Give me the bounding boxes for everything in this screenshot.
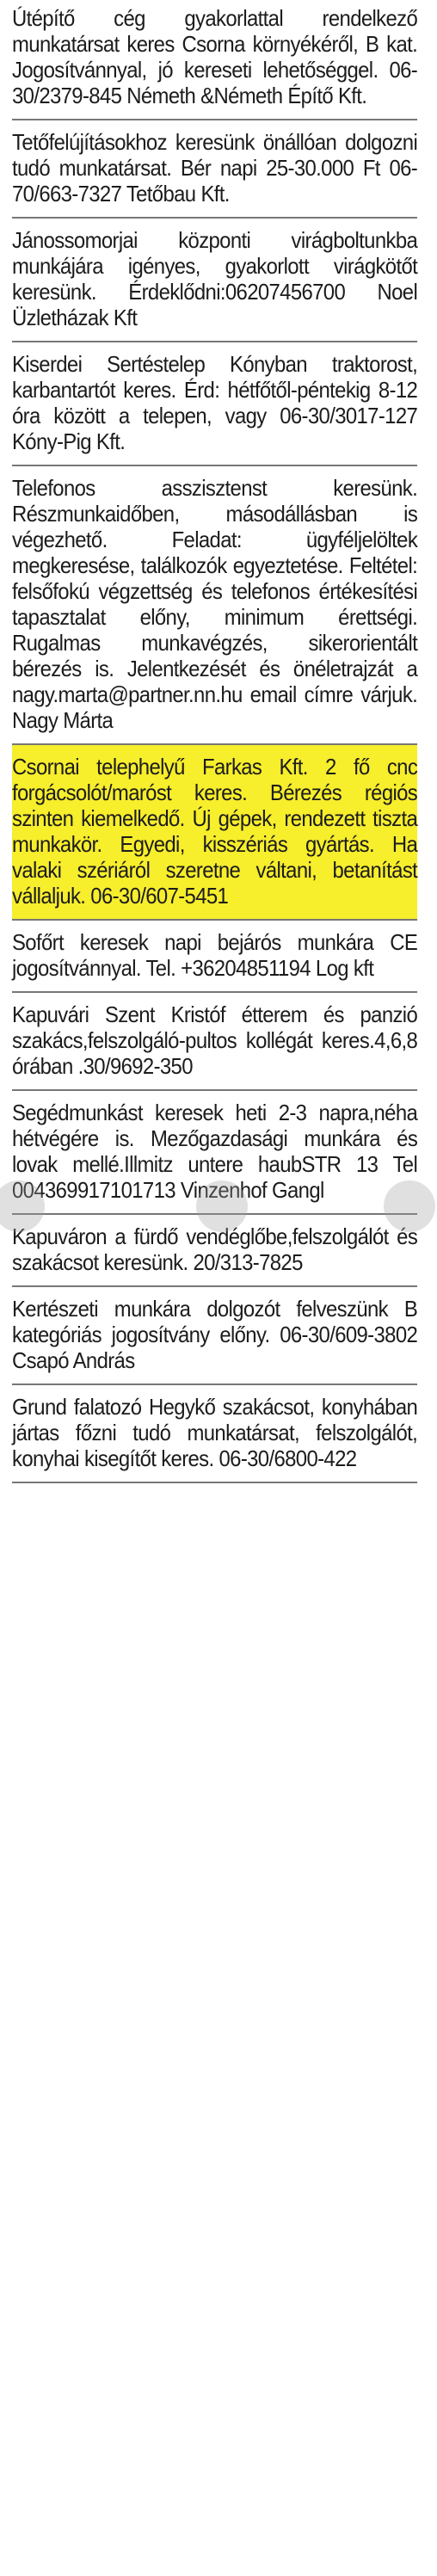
ad-cnc-machinist: Csornai telephelyű Farkas Kft. 2 fő cnc forgácsolót/maróst keres. Bérezés régiós szinten kiemelkedő. Új gépek, rendezett tiszta munkakör. Egyedi, kisszériás gyártás. Ha valaki szériáról szeretne váltani, betanítást vállaljuk. 06-30/607-5451 [12,745,417,921]
ad-phone-assistant: Telefonos asszisztenst keresünk. Részmunkaidőben, másodállásban is végezhető. Feladat: ügyféljelöltek megkeresése, találkozók egyeztetése. Feltétel: felsőfokú végzettség és telefonos értékesítési tapasztalat előny, minimum érettségi. Rugalmas munkavégzés, sikerorientált bérezés is. Jelentkezését és önéletrajzát a nagy.marta@partner.nn.hu email címre várjuk. Nagy Márta [12,466,417,745]
ad-gardening: Kertészeti munkára dolgozót felveszünk B kategóriás jogosítvány előny. 06-30/609-3802 Csapó András [12,1287,417,1385]
ad-road-construction: Útépítő cég gyakorlattal rendelkező munkatársat keres Csorna környékéről, B kat. Jogosítvánnyal, jó kereseti lehetőséggel. 06-30/2379-845 Németh &Németh Építő Kft. [12,0,417,120]
ad-florist: Jánossomorjai központi virágboltunkba munkájára igényes, gyakorlott virágkötőt keresünk. Érdeklődni:06207456700 Noel Üzletházak Kft [12,219,417,342]
ad-driver: Sofőrt keresek napi bejárós munkára CE jogosítvánnyal. Tel. +36204851194 Log kft [12,921,417,993]
ad-restaurant-kapuvar: Kapuvári Szent Kristóf étterem és panzió szakács,felszolgáló-pultos kollégát keres.4,6,8 órában .30/9692-350 [12,993,417,1091]
ad-farm-helper: Segédmunkást keresek heti 2-3 napra,néha hétvégére is. Mezőgazdasági munkára és lovak mellé.Illmitz untere haubSTR 13 Tel 004369917101713 Vinzenhof Gangl [12,1091,417,1215]
ad-spa-restaurant: Kapuváron a fürdő vendéglőbe,felszolgálót és szakácsot keresünk. 20/313-7825 [12,1215,417,1287]
ad-pig-farm: Kiserdei Sertéstelep Kónyban traktorost, karbantartót keres. Érd: hétfőtől-péntekig 8-12 óra között a telepen, vagy 06-30/3017-127 Kóny-Pig Kft. [12,342,417,466]
watermark-stamp-icon [384,1180,435,1232]
ad-grund-snackbar: Grund falatozó Hegykő szakácsot, konyhában jártas főzni tudó munkatársat, felszolgálót, konyhai kisegítőt keres. 06-30/6800-422 [12,1385,417,1483]
watermark-stamp-icon [196,1180,248,1232]
ad-roof-renovation: Tetőfelújításokhoz keresünk önállóan dolgozni tudó munkatársat. Bér napi 25-30.000 Ft 06-70/663-7327 Tetőbau Kft. [12,120,417,219]
